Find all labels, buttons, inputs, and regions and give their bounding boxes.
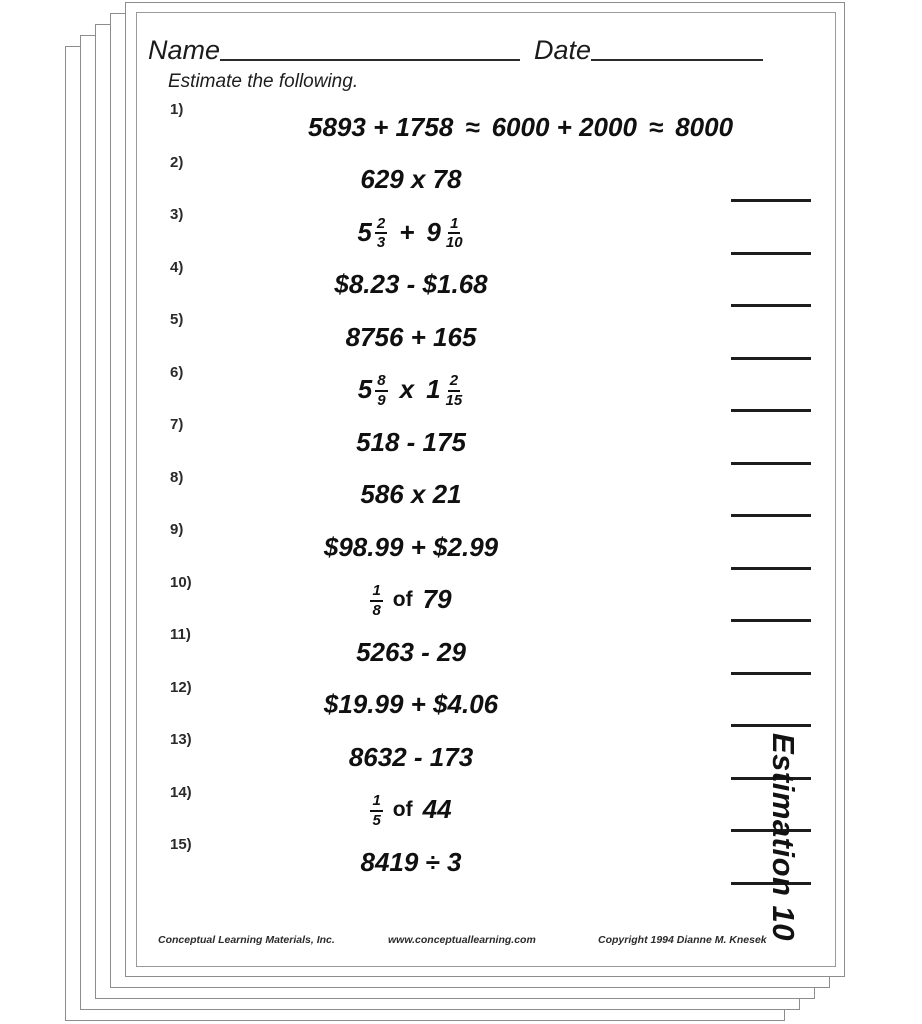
fraction-denominator: 15 xyxy=(445,391,463,409)
problem-expression xyxy=(196,626,626,679)
fraction-numerator: 2 xyxy=(375,216,387,235)
footer-company: Conceptual Learning Materials, Inc. xyxy=(158,934,335,946)
operand-value: 44 xyxy=(422,794,452,825)
problem-row xyxy=(126,154,846,207)
problem-expression xyxy=(196,521,626,574)
fraction-numerator: 8 xyxy=(375,373,387,392)
fraction-numerator: 1 xyxy=(448,216,460,235)
problem-number: 9) xyxy=(170,521,184,538)
fraction xyxy=(370,583,382,619)
worksheet-page xyxy=(125,2,845,977)
approx-symbol: ≈ xyxy=(465,111,480,142)
expression-text: 5263 - 29 xyxy=(356,636,466,667)
problem-row xyxy=(126,626,846,679)
fraction-numerator: 1 xyxy=(370,583,382,602)
problem-number: 8) xyxy=(170,468,184,486)
problem-row xyxy=(126,784,846,837)
of-word: of xyxy=(392,797,413,821)
footer-copyright: Copyright 1994 Dianne M. Knesek xyxy=(598,934,767,946)
problem-row xyxy=(126,521,846,574)
page-footer xyxy=(158,934,818,946)
fraction-denominator: 5 xyxy=(372,811,381,829)
problem-number: 10) xyxy=(170,573,192,591)
problem-row xyxy=(126,364,846,417)
expression-text: $8.23 - $1.68 xyxy=(334,269,488,300)
problem-expression xyxy=(196,731,626,784)
footer-website: www.conceptuallearning.com xyxy=(388,934,536,946)
operator: + xyxy=(399,216,415,247)
worksheet-side-title xyxy=(763,712,803,962)
operator: x xyxy=(399,374,415,405)
operand-value: 79 xyxy=(422,584,452,615)
instruction-text: Estimate the following. xyxy=(168,71,359,92)
problem-number: 4) xyxy=(170,258,184,276)
problem-expression xyxy=(196,469,626,522)
expression-text: 586 x 21 xyxy=(360,479,462,510)
whole-number: 5 xyxy=(357,216,372,247)
name-input-line[interactable] xyxy=(220,59,520,61)
name-label: Name xyxy=(148,35,221,65)
answer-blank[interactable] xyxy=(731,567,811,570)
fraction xyxy=(444,216,465,252)
answer-blank[interactable] xyxy=(731,252,811,255)
answer-blank[interactable] xyxy=(731,409,811,412)
mixed-number-right xyxy=(426,372,464,408)
problem-number: 2) xyxy=(170,153,184,171)
problem-number: 14) xyxy=(170,783,192,801)
expression-text: $19.99 + $4.06 xyxy=(323,689,499,720)
problem-expression xyxy=(196,154,626,207)
fraction xyxy=(375,216,387,252)
problem-expression xyxy=(196,679,626,732)
expression-text: 8756 + 165 xyxy=(345,321,477,352)
mixed-number-right xyxy=(426,215,464,251)
problem-number: 3) xyxy=(170,206,184,223)
answer-blank[interactable] xyxy=(731,514,811,517)
answer-blank[interactable] xyxy=(731,304,811,307)
expression-text: 518 - 175 xyxy=(356,426,466,457)
problem-number: 6) xyxy=(170,363,184,381)
expression-rounded: 6000 + 2000 xyxy=(491,111,637,142)
problem-expression xyxy=(196,259,626,312)
problem-expression xyxy=(196,574,626,627)
answer-blank[interactable] xyxy=(731,199,811,202)
problem-row xyxy=(126,574,846,627)
fraction-denominator: 9 xyxy=(377,391,386,409)
problem-number: 5) xyxy=(170,311,184,328)
problem-row xyxy=(126,259,846,312)
side-title-text: Estimation 10 xyxy=(766,732,801,942)
problem-number: 15) xyxy=(170,836,192,853)
problem-expression xyxy=(196,364,626,417)
expression-original: 5893 + 1758 xyxy=(308,111,454,142)
fraction-denominator: 3 xyxy=(376,234,386,252)
whole-number: 1 xyxy=(426,374,441,405)
fraction xyxy=(444,373,465,409)
approx-symbol-2: ≈ xyxy=(648,111,664,142)
problem-row xyxy=(126,206,846,259)
problem-expression xyxy=(196,101,756,154)
expression-text: $98.99 + $2.99 xyxy=(323,531,499,562)
problem-row xyxy=(126,836,846,889)
problem-number: 1) xyxy=(170,101,184,118)
whole-number: 5 xyxy=(357,374,373,405)
expression-text: 8632 - 173 xyxy=(348,741,474,772)
problem-row xyxy=(126,731,846,784)
problem-number: 11) xyxy=(170,626,191,643)
problem-row xyxy=(126,311,846,364)
problem-row xyxy=(126,416,846,469)
fraction-numerator: 2 xyxy=(448,373,460,392)
date-label: Date xyxy=(534,35,592,65)
expression-text: 629 x 78 xyxy=(360,164,462,195)
answer-blank[interactable] xyxy=(731,462,811,465)
answer-blank[interactable] xyxy=(731,357,811,360)
mixed-number-left xyxy=(357,215,387,251)
problem-number: 13) xyxy=(170,731,192,748)
problem-row xyxy=(126,469,846,522)
fraction xyxy=(370,793,382,829)
fraction-denominator: 8 xyxy=(372,601,381,619)
answer-blank[interactable] xyxy=(731,619,811,622)
mixed-number-left xyxy=(358,372,388,408)
expression-result: 8000 xyxy=(675,111,734,142)
name-date-header xyxy=(148,28,803,64)
fraction-denominator: 10 xyxy=(445,234,463,252)
problem-list xyxy=(126,101,846,889)
problem-expression xyxy=(196,836,626,889)
problem-number: 12) xyxy=(170,678,192,696)
whole-number: 9 xyxy=(426,216,441,247)
date-input-line[interactable] xyxy=(591,59,763,61)
problem-number: 7) xyxy=(170,416,184,433)
fraction xyxy=(375,373,387,409)
problem-row xyxy=(126,679,846,732)
of-word: of xyxy=(392,587,413,611)
fraction-numerator: 1 xyxy=(370,793,382,812)
problem-expression xyxy=(196,311,626,364)
expression-text: 8419 ÷ 3 xyxy=(360,846,462,877)
problem-expression xyxy=(196,416,626,469)
problem-expression xyxy=(196,206,626,259)
problem-expression xyxy=(196,784,626,837)
problem-row xyxy=(126,101,846,154)
answer-blank[interactable] xyxy=(731,672,811,675)
